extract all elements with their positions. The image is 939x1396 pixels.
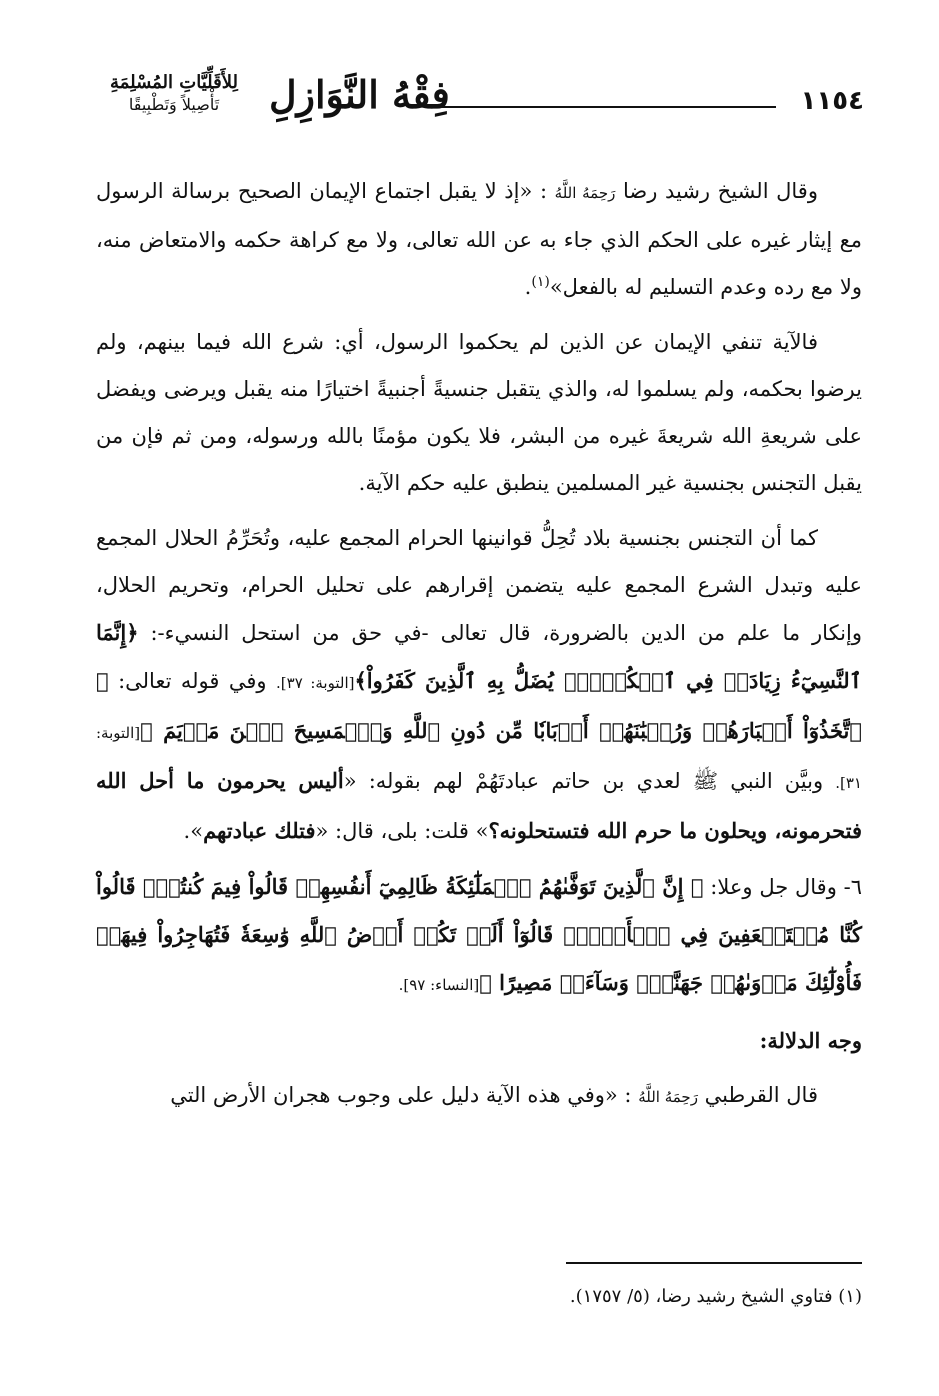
paragraph-3-text-c: وبيَّن النبي ﷺ لعدي بن حاتم عبادتَهُمْ لهم بقوله: «: [343, 769, 836, 793]
paragraph-3-text-a: كما أن التجنس بجنسية بلاد تُحِلُّ قوانينها الحرام المجمع عليه، وتُحَرِّمُ الحلال المجمع عليه وتبدل الشرع المجمع عليه يتضمن إقرارهم على تحليل الحرام، وتحريم الحلال، وإنكار ما علم من الدين بالضرورة، قال تعالى -في حق من استحل النسيء-:: [96, 526, 862, 645]
quran-verse-nisa-97: ﴿ إِنَّ ٱلَّذِينَ تَوَفَّىٰهُمُ ٱلۡمَلَٰٓئِكَةُ ظَالِمِيٓ أَنفُسِهِمۡ قَالُواْ فِيمَ كُنتُمۡۖ قَالُواْ كُنَّا مُسۡتَضۡعَفِينَ فِي ٱلۡأَرۡضِۚ قَالُوٓاْ أَلَمۡ تَكُنۡ أَرۡضُ ٱللَّهِ وَٰسِعَةٗ فَتُهَاجِرُواْ فِيهَاۚ فَأُوْلَٰٓئِكَ مَأۡوَىٰهُمۡ جَهَنَّمُۖ وَسَآءَتۡ مَصِيرًا ﴾: [96, 874, 862, 995]
paragraph-1-text-a: وقال الشيخ رشيد رضا: [622, 179, 818, 203]
paragraph-3-text-b: وفي قوله تعالى:: [118, 669, 277, 693]
paragraph-3-text-e: ».: [183, 819, 204, 843]
honorific: رَحِمَهُ اللَّهُ: [638, 1088, 698, 1106]
quran-verse-tawbah-37: ﴿إِنَّمَا ٱلنَّسِيٓءُ زِيَادَةٞ فِي ٱلۡكُفۡرِۖ يُضَلُّ بِهِ ٱلَّذِينَ كَفَرُواْ﴾: [96, 620, 862, 693]
hadith-quote: أليس يحرمون ما أحل الله فتحرمونه، ويحلون ما حرم الله فتستحلونه؟: [96, 768, 862, 843]
paragraph-1-end: .: [524, 275, 532, 299]
book-subtitle-line1: لِلأَقَلِّيَّاتِ المُسْلِمَةِ: [110, 72, 238, 93]
paragraph-2: فالآية تنفي الإيمان عن الذين لم يحكموا الرسول، أي: شرع الله فيما بينهم، ولم يرضوا بحكمه، ولم يسلموا له، والذي يتقبل جنسيةً أجنبيةً اختيارًا منه يقبل ويرضى ويفضل على شريعةِ الله شريعةَ غيره من البشر، فلا يكون مؤمنًا بالله ورسوله، ومن ثم فإن من يقبل التجنس بجنسية غير المسلمين ينطبق عليه حكم الآية.: [96, 330, 862, 495]
honorific: رَحِمَهُ اللَّهُ: [554, 184, 616, 202]
footnote: (١) فتاوي الشيخ رشيد رضا، (٥/ ١٧٥٧).: [569, 1286, 862, 1307]
book-subtitle-line2: تَأْصِيلاً وَتَطْبِيقًا: [128, 95, 220, 114]
paragraph-3: [96, 515, 862, 855]
page-body: [96, 168, 862, 1129]
verse-reference: [النساء: ٩٧].: [398, 976, 480, 994]
footnote-reference: (١): [531, 274, 550, 290]
paragraph-5-text-a: قال القرطبي: [704, 1083, 818, 1107]
section-heading: وجه الدلالة:: [759, 1028, 862, 1053]
verse-reference: [التوبة: ٣١].: [96, 724, 862, 792]
footnote-rule: [566, 1262, 862, 1264]
paragraph-4: [96, 863, 862, 1009]
page-header: [84, 60, 864, 150]
hadith-quote: فتلك عبادتهم: [203, 818, 316, 843]
book-subtitle: [84, 72, 264, 116]
header-rule: [429, 106, 776, 108]
verse-reference: [التوبة: ٣٧].: [276, 674, 355, 692]
paragraph-3-text-d: » قلت: بلى، قال: «: [315, 819, 489, 843]
paragraph-4-text-a: ٦- وقال جل وعلا:: [703, 875, 862, 899]
page-number: ١١٥٤: [800, 86, 864, 116]
paragraph-5: [96, 1072, 862, 1121]
paragraph-5-text-b: : «وفي هذه الآية دليل على وجوب هجران الأرض التي: [170, 1083, 632, 1107]
book-title: فِقْهُ النَّوَازِلِ: [269, 72, 450, 117]
quran-verse-tawbah-31: ﴿ ٱتَّخَذُوٓاْ أَحۡبَارَهُمۡ وَرُهۡبَٰنَهُمۡ أَرۡبَابٗا مِّن دُونِ ٱللَّهِ وَٱلۡمَسِيحَ ٱبۡنَ مَرۡيَمَ ﴾: [96, 668, 862, 743]
paragraph-1: [96, 168, 862, 311]
paragraph-1-text-b: : «إذ لا يقبل اجتماع الإيمان الصحيح برسالة الرسول مع إيثار غيره على الحكم الذي جاء به عن الله تعالى، ولا مع كراهة حكمه والامتعاض منه، ولا مع رده وعدم التسليم له بالفعل»: [96, 179, 862, 299]
